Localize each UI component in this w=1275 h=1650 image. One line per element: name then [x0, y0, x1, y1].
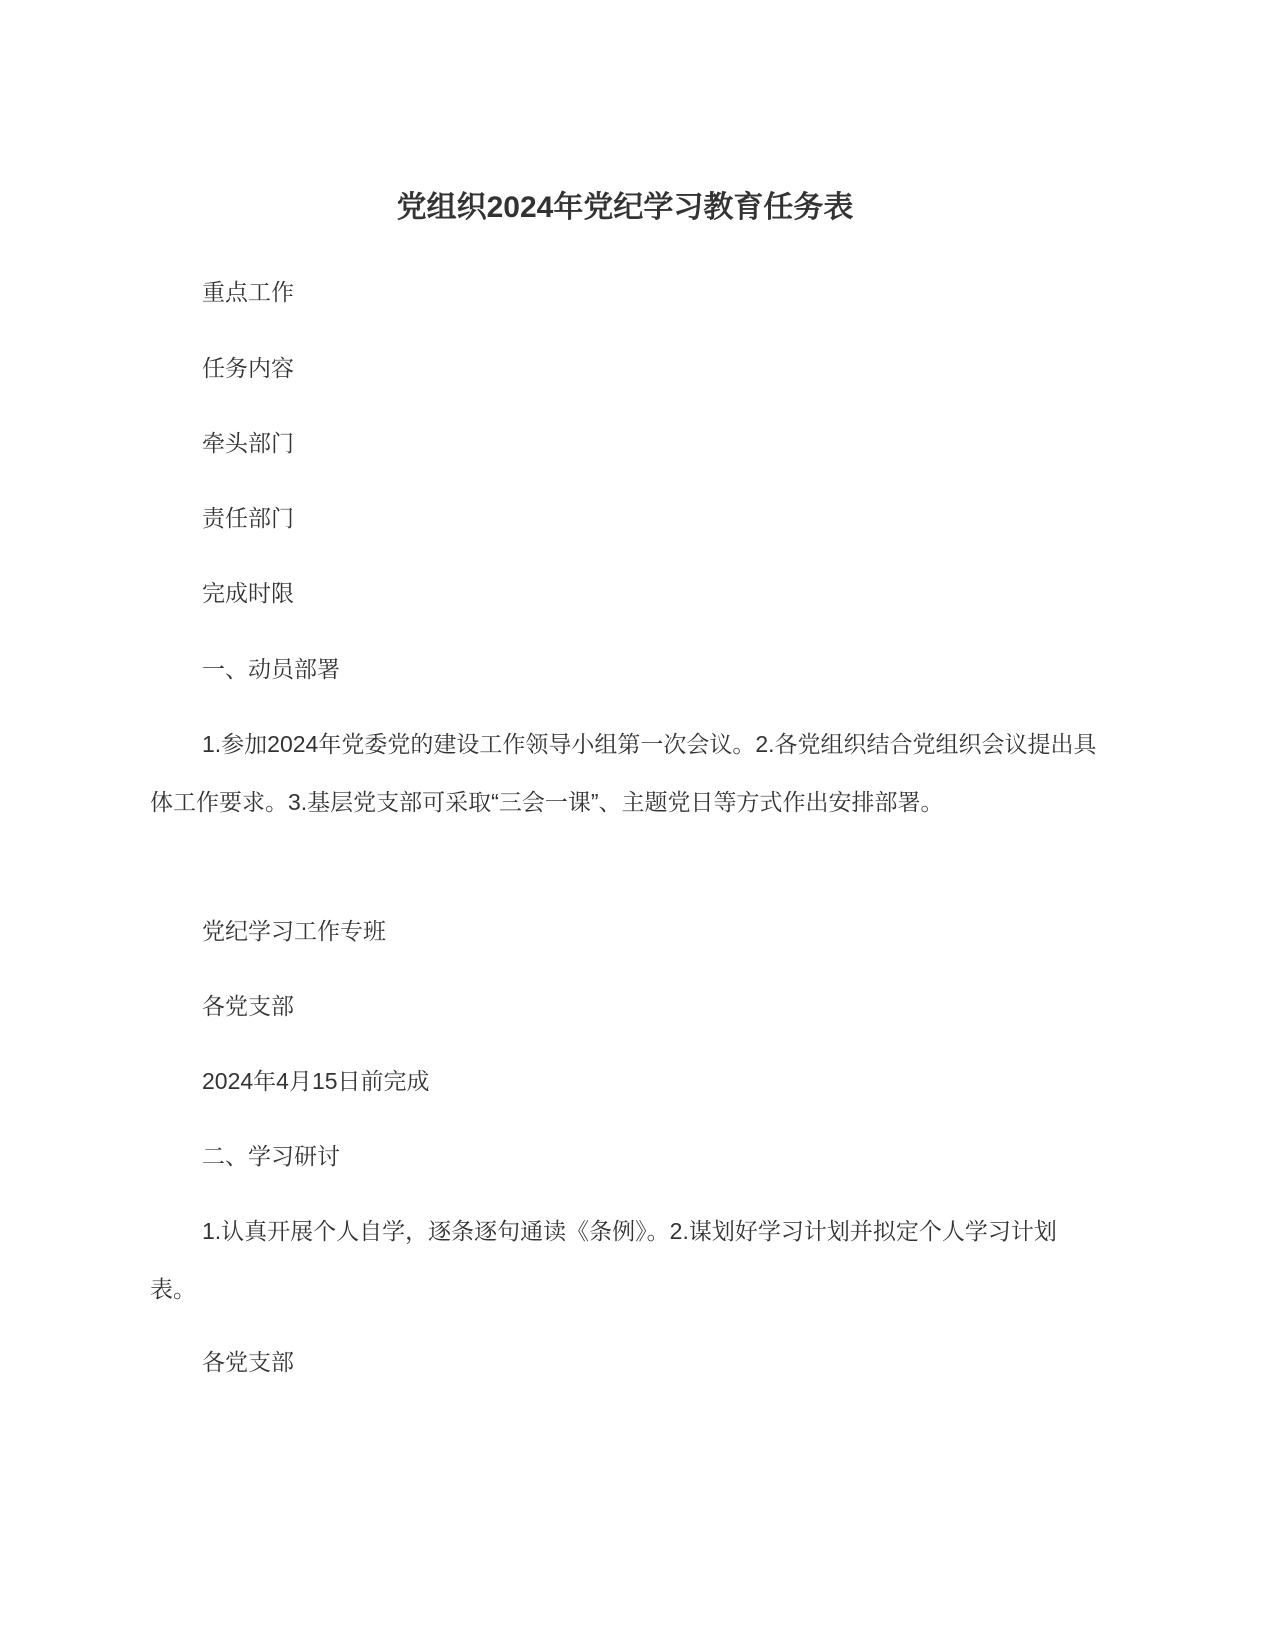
paragraph-party-branches: 各党支部 [202, 993, 294, 1019]
paragraph-deadline: 完成时限 [202, 580, 294, 606]
section-heading-study: 二、学习研讨 [202, 1143, 340, 1169]
paragraph-key-work: 重点工作 [202, 279, 294, 305]
paragraph-task-content: 任务内容 [202, 355, 294, 381]
paragraph-task-force: 党纪学习工作专班 [202, 918, 386, 944]
document-title: 党组织2024年党纪学习教育任务表 [396, 191, 854, 224]
paragraph-responsible-department: 责任部门 [202, 505, 294, 531]
paragraph-lead-department: 牵头部门 [202, 430, 294, 456]
paragraph-party-branches-2: 各党支部 [202, 1349, 294, 1375]
paragraph-mobilization-content: 1.参加2024年党委党的建设工作领导小组第一次会议。2.各党组织结合党组织会议提出具体工作要求。3.基层党支部可采取“三会一课”、主题党日等方式作出安排部署。 [150, 731, 1097, 815]
paragraph-completion-date: 2024年4月15日前完成 [202, 1068, 430, 1094]
section-heading-mobilization: 一、动员部署 [202, 656, 340, 682]
paragraph-study-content: 1.认真开展个人自学，逐条逐句通读《条例》。2.谋划好学习计划并拟定个人学习计划表。 [150, 1218, 1057, 1302]
